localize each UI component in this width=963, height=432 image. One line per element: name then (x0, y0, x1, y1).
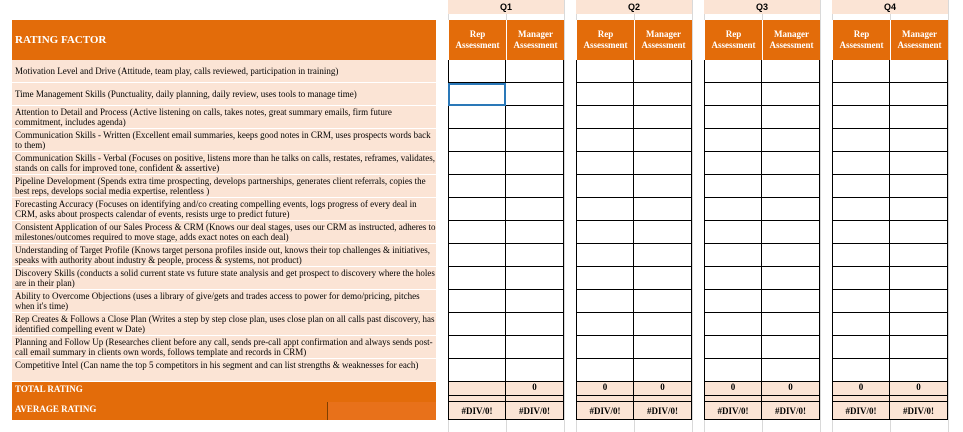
rep-assessment-cell[interactable] (704, 152, 762, 175)
manager-assessment-cell[interactable] (890, 244, 948, 267)
manager-assessment-cell[interactable] (634, 175, 692, 198)
rating-factor-header: RATING FACTOR (12, 20, 436, 60)
rep-assessment-cell[interactable] (448, 359, 506, 382)
gridline (692, 0, 693, 432)
rep-assessment-cell[interactable] (832, 290, 890, 313)
rep-assessment-cell[interactable] (832, 60, 890, 83)
rep-assessment-cell[interactable] (448, 336, 506, 359)
rep-assessment-cell[interactable] (576, 313, 634, 336)
rating-factor-row-label: Discovery Skills (conducts a solid current state vs future state analysis and get prospect to discovery where the holes are in their plan) (12, 267, 436, 290)
manager-assessment-cell[interactable] (506, 106, 564, 129)
rep-assessment-cell[interactable] (704, 60, 762, 83)
manager-assessment-cell[interactable] (890, 267, 948, 290)
average-rating-value: #DIV/0! (762, 402, 820, 420)
rep-assessment-cell[interactable] (576, 60, 634, 83)
manager-assessment-cell[interactable] (634, 221, 692, 244)
quarter-header-3: Q3 (704, 0, 820, 14)
manager-assessment-header: Manager Assessment (634, 20, 692, 60)
rep-assessment-header: Rep Assessment (704, 20, 762, 60)
average-rating-value: #DIV/0! (832, 402, 890, 420)
rep-assessment-cell[interactable] (448, 106, 506, 129)
manager-assessment-cell[interactable] (762, 313, 820, 336)
average-rating-value: #DIV/0! (890, 402, 948, 420)
manager-assessment-cell[interactable] (890, 198, 948, 221)
rating-factor-row-label: Consistent Application of our Sales Process & CRM (Knows our deal stages, uses our CRM as instructed, adheres to milestones/outcomes required to move stage, adds exact notes on each deal) (12, 221, 436, 244)
rating-factor-row-label: Competitive Intel (Can name the top 5 competitors in his segment and can list strengths & weaknesses for each) (12, 359, 436, 382)
total-rating-value: 0 (576, 382, 634, 396)
average-rating-value: #DIV/0! (704, 402, 762, 420)
average-rating-blank (328, 402, 436, 420)
rating-factor-row-label: Communication Skills - Written (Excellent email summaries, keeps good notes in CRM, uses prospects words back to them) (12, 129, 436, 152)
manager-assessment-cell[interactable] (890, 290, 948, 313)
rep-assessment-cell[interactable] (448, 221, 506, 244)
manager-assessment-cell[interactable] (762, 83, 820, 106)
manager-assessment-cell[interactable] (506, 175, 564, 198)
rep-assessment-cell[interactable] (576, 244, 634, 267)
average-rating-value: #DIV/0! (506, 402, 564, 420)
manager-assessment-cell[interactable] (506, 336, 564, 359)
manager-assessment-cell[interactable] (634, 244, 692, 267)
manager-assessment-cell[interactable] (506, 129, 564, 152)
gridline (820, 0, 821, 432)
rating-factor-row-label: Ability to Overcome Objections (uses a library of give/gets and trades access to power for demo/pricing, pitches when it's time) (12, 290, 436, 313)
rep-assessment-header: Rep Assessment (448, 20, 506, 60)
manager-assessment-cell[interactable] (506, 267, 564, 290)
manager-assessment-cell[interactable] (506, 83, 564, 106)
rep-assessment-cell[interactable] (832, 152, 890, 175)
rep-assessment-cell[interactable] (832, 267, 890, 290)
manager-assessment-header: Manager Assessment (762, 20, 820, 60)
manager-assessment-cell[interactable] (762, 198, 820, 221)
rep-assessment-cell[interactable] (832, 106, 890, 129)
total-rating-value: 0 (832, 382, 890, 396)
rating-factor-row-label: Forecasting Accuracy (Focuses on identifying and/co creating compelling events, logs progress of every deal in CRM, asks about prospects calendar of events, resists urge to predict future) (12, 198, 436, 221)
rep-assessment-header: Rep Assessment (576, 20, 634, 60)
rep-assessment-cell[interactable] (704, 336, 762, 359)
manager-assessment-cell[interactable] (762, 221, 820, 244)
rep-assessment-cell[interactable] (448, 129, 506, 152)
rep-assessment-cell[interactable] (576, 129, 634, 152)
rep-assessment-cell[interactable] (448, 152, 506, 175)
manager-assessment-cell[interactable] (890, 313, 948, 336)
rep-assessment-cell[interactable] (704, 221, 762, 244)
rep-assessment-cell[interactable] (576, 267, 634, 290)
manager-assessment-cell[interactable] (506, 244, 564, 267)
average-rating-value: #DIV/0! (634, 402, 692, 420)
manager-assessment-cell[interactable] (890, 359, 948, 382)
rep-assessment-cell[interactable] (704, 175, 762, 198)
manager-assessment-cell[interactable] (634, 198, 692, 221)
rep-assessment-cell[interactable] (576, 175, 634, 198)
total-rating-value: 0 (890, 382, 948, 396)
manager-assessment-cell[interactable] (890, 152, 948, 175)
rep-assessment-cell[interactable] (448, 83, 506, 106)
manager-assessment-cell[interactable] (890, 175, 948, 198)
rep-assessment-cell[interactable] (448, 175, 506, 198)
gridline (564, 0, 565, 432)
rep-assessment-cell[interactable] (832, 336, 890, 359)
total-rating-value: 0 (704, 382, 762, 396)
rep-assessment-cell[interactable] (448, 60, 506, 83)
rep-assessment-cell[interactable] (448, 267, 506, 290)
manager-assessment-cell[interactable] (762, 60, 820, 83)
manager-assessment-cell[interactable] (634, 290, 692, 313)
total-rating-value: 0 (762, 382, 820, 396)
manager-assessment-cell[interactable] (762, 336, 820, 359)
rep-assessment-cell[interactable] (576, 83, 634, 106)
manager-assessment-cell[interactable] (762, 152, 820, 175)
manager-assessment-cell[interactable] (762, 359, 820, 382)
gridline (948, 0, 949, 432)
rep-assessment-cell[interactable] (704, 267, 762, 290)
rep-assessment-cell[interactable] (448, 290, 506, 313)
manager-assessment-cell[interactable] (506, 198, 564, 221)
total-rating-value (448, 382, 506, 396)
rep-assessment-cell[interactable] (704, 106, 762, 129)
rep-assessment-cell[interactable] (704, 129, 762, 152)
rep-assessment-header: Rep Assessment (832, 20, 890, 60)
rating-factor-row-label: Pipeline Development (Spends extra time prospecting, develops partnerships, generates client referrals, copies the best reps, develops social media expertise, relentless ) (12, 175, 436, 198)
total-rating-label: TOTAL RATING (12, 382, 436, 402)
manager-assessment-cell[interactable] (890, 336, 948, 359)
manager-assessment-cell[interactable] (506, 60, 564, 83)
manager-assessment-cell[interactable] (634, 129, 692, 152)
rep-assessment-cell[interactable] (832, 244, 890, 267)
manager-assessment-cell[interactable] (762, 175, 820, 198)
rep-assessment-cell[interactable] (832, 313, 890, 336)
manager-assessment-header: Manager Assessment (506, 20, 564, 60)
rep-assessment-cell[interactable] (704, 359, 762, 382)
rep-assessment-cell[interactable] (832, 198, 890, 221)
rep-assessment-cell[interactable] (832, 129, 890, 152)
rating-factor-row-label: Understanding of Target Profile (Knows target persona profiles inside out, knows their top challenges & initiatives, speaks with authority about industry & people, process & systems, not product) (12, 244, 436, 267)
rep-assessment-cell[interactable] (832, 359, 890, 382)
rep-assessment-cell[interactable] (576, 359, 634, 382)
manager-assessment-cell[interactable] (506, 221, 564, 244)
rep-assessment-cell[interactable] (832, 221, 890, 244)
rep-assessment-cell[interactable] (832, 175, 890, 198)
manager-assessment-cell[interactable] (890, 83, 948, 106)
manager-assessment-cell[interactable] (634, 359, 692, 382)
rep-assessment-cell[interactable] (448, 244, 506, 267)
quarter-header-4: Q4 (832, 0, 948, 14)
rep-assessment-cell[interactable] (576, 336, 634, 359)
manager-assessment-cell[interactable] (634, 336, 692, 359)
rating-factor-row-label: Attention to Detail and Process (Active listening on calls, takes notes, great summary emails, firm future commitment, includes agenda) (12, 106, 436, 129)
rep-assessment-cell[interactable] (448, 198, 506, 221)
rep-assessment-cell[interactable] (704, 290, 762, 313)
rep-assessment-cell[interactable] (448, 313, 506, 336)
rep-assessment-cell[interactable] (576, 152, 634, 175)
rating-factor-row-label: Communication Skills - Verbal (Focuses on positive, listens more than he talks on calls, restates, reframes, validates, stands on calls for improved tone, confident & assertive) (12, 152, 436, 175)
manager-assessment-cell[interactable] (506, 359, 564, 382)
manager-assessment-cell[interactable] (634, 83, 692, 106)
manager-assessment-header: Manager Assessment (890, 20, 948, 60)
rating-factor-row-label: Rep Creates & Follows a Close Plan (Writes a step by step close plan, uses close plan on all calls past discovery, has identified compelling event w Date) (12, 313, 436, 336)
rep-assessment-cell[interactable] (704, 83, 762, 106)
manager-assessment-cell[interactable] (506, 290, 564, 313)
rating-factor-row-label: Time Management Skills (Punctuality, daily planning, daily review, uses tools to manage time) (12, 83, 436, 106)
manager-assessment-cell[interactable] (506, 152, 564, 175)
rep-assessment-cell[interactable] (576, 221, 634, 244)
manager-assessment-cell[interactable] (506, 313, 564, 336)
manager-assessment-cell[interactable] (890, 221, 948, 244)
rep-assessment-cell[interactable] (704, 313, 762, 336)
manager-assessment-cell[interactable] (634, 60, 692, 83)
total-rating-value: 0 (634, 382, 692, 396)
manager-assessment-cell[interactable] (890, 106, 948, 129)
manager-assessment-cell[interactable] (634, 313, 692, 336)
manager-assessment-cell[interactable] (634, 152, 692, 175)
rep-assessment-cell[interactable] (576, 290, 634, 313)
manager-assessment-cell[interactable] (890, 129, 948, 152)
average-rating-value: #DIV/0! (448, 402, 506, 420)
manager-assessment-cell[interactable] (762, 129, 820, 152)
average-rating-label: AVERAGE RATING (12, 402, 328, 420)
manager-assessment-cell[interactable] (762, 106, 820, 129)
quarter-header-2: Q2 (576, 0, 692, 14)
rep-assessment-cell[interactable] (576, 198, 634, 221)
manager-assessment-cell[interactable] (634, 267, 692, 290)
rep-assessment-cell[interactable] (576, 106, 634, 129)
manager-assessment-cell[interactable] (762, 244, 820, 267)
quarter-header-1: Q1 (448, 0, 564, 14)
rating-factor-row-label: Planning and Follow Up (Researches client before any call, sends pre-call appt confirmation and always sends post-call email summary in clients own words, follows template and records in CRM) (12, 336, 436, 359)
manager-assessment-cell[interactable] (890, 60, 948, 83)
manager-assessment-cell[interactable] (762, 290, 820, 313)
manager-assessment-cell[interactable] (762, 267, 820, 290)
average-rating-value: #DIV/0! (576, 402, 634, 420)
rep-assessment-cell[interactable] (704, 244, 762, 267)
manager-assessment-cell[interactable] (634, 106, 692, 129)
rep-assessment-cell[interactable] (832, 83, 890, 106)
rating-factor-row-label: Motivation Level and Drive (Attitude, team play, calls reviewed, participation in training) (12, 60, 436, 83)
rep-assessment-cell[interactable] (704, 198, 762, 221)
total-rating-value: 0 (506, 382, 564, 396)
